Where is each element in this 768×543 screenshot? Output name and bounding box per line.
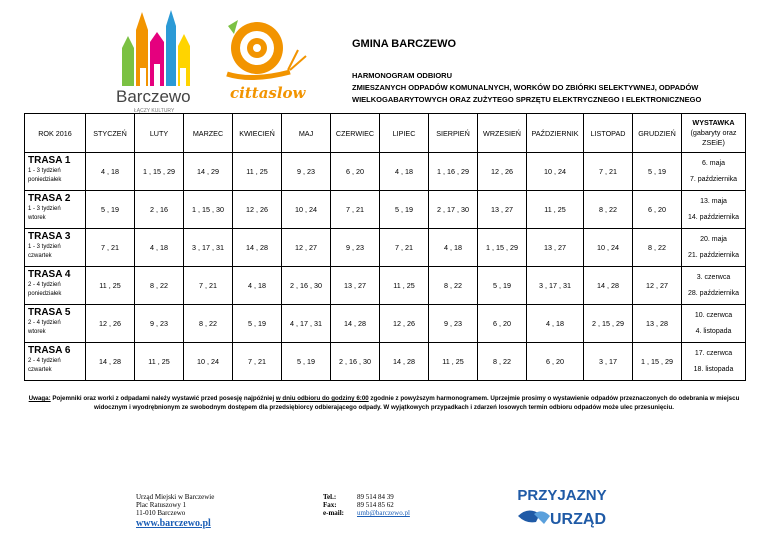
barczewo-name: Barczewo xyxy=(116,87,191,106)
collection-dates-cell: 12 , 26 xyxy=(380,305,429,343)
trasa-label-cell xyxy=(25,267,86,305)
trasa-label-cell xyxy=(25,153,86,191)
wystawka-cell xyxy=(682,343,746,381)
handshake-icon xyxy=(518,510,550,524)
uwaga-text-2: zgodnie z powyższym harmonogramem. Uprzejmie prosimy o wystawienie odpadów przeznaczonych do odebrania w miejscu widocznym i wyodrębnionym ze swobodnym dostępem dla przedsiębiorcy odbierającego odpady. W wyjątkowych przypadkach i zdarzeń losowych termin odbioru odpadów może ulec przesunięciu. xyxy=(94,395,740,411)
collection-dates-cell: 13 , 27 xyxy=(527,229,584,267)
office-city: 11-010 Barczewo xyxy=(136,509,186,517)
harmonogram-line-2: ZMIESZANYCH ODPADÓW KOMUNALNYCH, WORKÓW DO ZBIÓRKI SELEKTYWNEJ, ODPADÓW xyxy=(352,83,699,92)
wystawka-cell xyxy=(682,305,746,343)
office-address xyxy=(136,493,214,528)
collection-dates-cell: 9 , 23 xyxy=(331,229,380,267)
month-header: MAJ xyxy=(282,114,331,153)
collection-dates-cell: 8 , 22 xyxy=(135,267,184,305)
wystawka-date-2: 7. października xyxy=(689,175,738,183)
website-link[interactable]: www.barczewo.pl xyxy=(136,518,211,529)
wystawka-date-1: 10. czerwca xyxy=(694,311,733,319)
collection-dates-cell: 14 , 28 xyxy=(380,343,429,381)
collection-dates-cell: 12 , 27 xyxy=(282,229,331,267)
collection-dates-cell: 3 , 17 , 31 xyxy=(527,267,584,305)
harmonogram-line-3: WIELKOGABARYTOWYCH ORAZ ZUŻYTEGO SPRZĘTU ELEKTRYCZNEGO I ELEKTRONICZNEGO xyxy=(352,95,702,104)
month-header: LISTOPAD xyxy=(584,114,633,153)
uwaga-deadline: w dniu odbioru do godziny 6:00 xyxy=(275,395,369,402)
collection-dates-cell: 13 , 27 xyxy=(478,191,527,229)
year-header: ROK 2016 xyxy=(25,114,86,153)
trasa-week: 1 - 3 tydzień xyxy=(28,168,61,174)
trasa-name: TRASA 6 xyxy=(28,345,71,356)
collection-dates-cell: 2 , 16 , 30 xyxy=(331,343,380,381)
collection-dates-cell: 11 , 25 xyxy=(86,267,135,305)
collection-dates-cell: 11 , 25 xyxy=(380,267,429,305)
collection-dates-cell: 5 , 19 xyxy=(380,191,429,229)
trasa-row xyxy=(25,343,746,381)
collection-dates-cell: 5 , 19 xyxy=(86,191,135,229)
collection-dates-cell: 7 , 21 xyxy=(86,229,135,267)
collection-dates-cell: 10 , 24 xyxy=(527,153,584,191)
collection-dates-cell: 8 , 22 xyxy=(584,191,633,229)
wystawka-cell xyxy=(682,191,746,229)
trasa-week: 1 - 3 tydzień xyxy=(28,206,61,212)
collection-dates-cell: 5 , 19 xyxy=(478,267,527,305)
tel-value: 89 514 84 39 xyxy=(357,493,394,501)
fax-label: Fax: xyxy=(323,501,337,509)
trasa-label-cell xyxy=(25,191,86,229)
collection-dates-cell: 5 , 19 xyxy=(633,153,682,191)
collection-dates-cell: 11 , 25 xyxy=(527,191,584,229)
collection-dates-cell: 3 , 17 xyxy=(584,343,633,381)
tel-label: Tel.: xyxy=(323,493,337,501)
collection-dates-cell: 8 , 22 xyxy=(184,305,233,343)
trasa-name: TRASA 2 xyxy=(28,193,71,204)
wystawka-subtitle: ZSEiE) xyxy=(702,138,725,147)
collection-dates-cell: 12 , 26 xyxy=(478,153,527,191)
month-header: MARZEC xyxy=(184,114,233,153)
collection-dates-cell: 14 , 28 xyxy=(331,305,380,343)
collection-dates-cell: 10 , 24 xyxy=(184,343,233,381)
trasa-week: 2 - 4 tydzień xyxy=(28,282,61,288)
trasa-day: wtorek xyxy=(28,329,46,335)
month-header: PAŹDZIERNIK xyxy=(527,114,584,153)
collection-dates-cell: 12 , 26 xyxy=(233,191,282,229)
collection-dates-cell: 9 , 23 xyxy=(282,153,331,191)
wystawka-cell xyxy=(682,153,746,191)
collection-dates-cell: 3 , 17 , 31 xyxy=(184,229,233,267)
collection-dates-cell: 8 , 22 xyxy=(429,267,478,305)
collection-dates-cell: 1 , 15 , 29 xyxy=(633,343,682,381)
collection-dates-cell: 11 , 25 xyxy=(135,343,184,381)
fax-value: 89 514 85 62 xyxy=(357,501,394,509)
cittaslow-name: cittaslow xyxy=(230,84,306,102)
gmina-title: GMINA BARCZEWO xyxy=(352,38,457,50)
collection-dates-cell: 7 , 21 xyxy=(380,229,429,267)
collection-dates-cell: 9 , 23 xyxy=(429,305,478,343)
collection-dates-cell: 1 , 15 , 29 xyxy=(478,229,527,267)
harmonogram-line-1: HARMONOGRAM ODBIORU xyxy=(352,71,452,80)
trasa-day: poniedziałek xyxy=(28,177,62,183)
collection-dates-cell: 5 , 19 xyxy=(282,343,331,381)
przyjazny-urzad-logo xyxy=(512,484,612,530)
collection-dates-cell: 4 , 18 xyxy=(380,153,429,191)
wystawka-header xyxy=(682,114,746,153)
trasa-row xyxy=(25,267,746,305)
month-header: KWIECIEŃ xyxy=(233,114,282,153)
wystawka-date-2: 4. listopada xyxy=(695,327,732,335)
wystawka-date-2: 28. października xyxy=(688,289,739,297)
collection-dates-cell: 9 , 23 xyxy=(135,305,184,343)
badge-line-2: URZĄD xyxy=(550,511,606,528)
collection-dates-cell: 4 , 18 xyxy=(429,229,478,267)
collection-dates-cell: 8 , 22 xyxy=(633,229,682,267)
collection-dates-cell: 7 , 21 xyxy=(233,343,282,381)
office-street: Plac Ratuszowy 1 xyxy=(136,501,187,509)
collection-dates-cell: 12 , 27 xyxy=(633,267,682,305)
collection-dates-cell: 2 , 15 , 29 xyxy=(584,305,633,343)
collection-dates-cell: 4 , 18 xyxy=(135,229,184,267)
trasa-name: TRASA 5 xyxy=(28,307,71,318)
collection-dates-cell: 2 , 16 xyxy=(135,191,184,229)
collection-dates-cell: 6 , 20 xyxy=(633,191,682,229)
barczewo-castle-icon xyxy=(122,10,190,86)
wystawka-date-1: 17. czerwca xyxy=(694,349,733,357)
collection-dates-cell: 2 , 16 , 30 xyxy=(282,267,331,305)
month-header: LIPIEC xyxy=(380,114,429,153)
trasa-row xyxy=(25,229,746,267)
wystawka-date-2: 14. października xyxy=(688,213,739,221)
wystawka-date-1: 6. maja xyxy=(702,159,725,167)
wystawka-date-1: 13. maja xyxy=(700,197,727,205)
collection-dates-cell: 8 , 22 xyxy=(478,343,527,381)
wystawka-date-1: 20. maja xyxy=(700,235,727,243)
trasa-day: wtorek xyxy=(28,215,46,221)
wystawka-subtitle: (gabaryty oraz xyxy=(690,128,737,137)
wystawka-cell xyxy=(682,229,746,267)
collection-dates-cell: 1 , 16 , 29 xyxy=(429,153,478,191)
collection-dates-cell: 14 , 28 xyxy=(584,267,633,305)
month-header: GRUDZIEŃ xyxy=(633,114,682,153)
collection-dates-cell: 2 , 17 , 30 xyxy=(429,191,478,229)
uwaga-note xyxy=(24,394,744,412)
collection-dates-cell: 14 , 28 xyxy=(233,229,282,267)
trasa-week: 2 - 4 tydzień xyxy=(28,320,61,326)
document-header xyxy=(352,38,752,106)
collection-dates-cell: 10 , 24 xyxy=(584,229,633,267)
trasa-label-cell xyxy=(25,305,86,343)
trasa-label-cell xyxy=(25,229,86,267)
collection-dates-cell: 6 , 20 xyxy=(478,305,527,343)
collection-dates-cell: 12 , 26 xyxy=(86,305,135,343)
month-header: CZERWIEC xyxy=(331,114,380,153)
trasa-week: 2 - 4 tydzień xyxy=(28,358,61,364)
header-row xyxy=(25,114,746,153)
wystawka-title: WYSTAWKA xyxy=(692,118,735,127)
wystawka-cell xyxy=(682,267,746,305)
collection-dates-cell: 1 , 15 , 30 xyxy=(184,191,233,229)
cittaslow-snail-icon xyxy=(227,20,306,78)
uwaga-label: Uwaga: xyxy=(28,395,51,402)
trasa-name: TRASA 4 xyxy=(28,269,71,280)
uwaga-text-1: Pojemniki oraz worki z odpadami należy wystawić przed posesję najpóźniej xyxy=(50,395,276,402)
wystawka-date-1: 3. czerwca xyxy=(696,273,731,281)
collection-dates-cell: 4 , 18 xyxy=(527,305,584,343)
collection-dates-cell: 11 , 25 xyxy=(429,343,478,381)
collection-dates-cell: 7 , 21 xyxy=(331,191,380,229)
logos xyxy=(112,8,317,116)
collection-dates-cell: 6 , 20 xyxy=(331,153,380,191)
collection-dates-cell: 5 , 19 xyxy=(233,305,282,343)
collection-dates-cell: 13 , 27 xyxy=(331,267,380,305)
contact-info xyxy=(323,493,410,517)
wystawka-date-2: 18. listopada xyxy=(693,365,734,373)
email-link[interactable]: umb@barczewo.pl xyxy=(357,509,410,517)
collection-dates-cell: 4 , 18 xyxy=(86,153,135,191)
barczewo-slogan: ŁĄCZY KULTURY xyxy=(134,108,175,114)
month-header: STYCZEŃ xyxy=(86,114,135,153)
trasa-name: TRASA 1 xyxy=(28,155,71,166)
collection-dates-cell: 1 , 15 , 29 xyxy=(135,153,184,191)
collection-dates-cell: 6 , 20 xyxy=(527,343,584,381)
trasa-label-cell xyxy=(25,343,86,381)
collection-dates-cell: 11 , 25 xyxy=(233,153,282,191)
collection-dates-cell: 7 , 21 xyxy=(184,267,233,305)
schedule-table xyxy=(24,113,746,381)
trasa-day: poniedziałek xyxy=(28,291,62,297)
collection-dates-cell: 13 , 28 xyxy=(633,305,682,343)
collection-dates-cell: 7 , 21 xyxy=(584,153,633,191)
month-header: SIERPIEŃ xyxy=(429,114,478,153)
collection-dates-cell: 4 , 18 xyxy=(233,267,282,305)
trasa-day: czwartek xyxy=(28,367,52,373)
collection-dates-cell: 14 , 29 xyxy=(184,153,233,191)
collection-dates-cell: 10 , 24 xyxy=(282,191,331,229)
collection-dates-cell: 14 , 28 xyxy=(86,343,135,381)
trasa-row xyxy=(25,305,746,343)
trasa-row xyxy=(25,153,746,191)
trasa-row xyxy=(25,191,746,229)
trasa-week: 1 - 3 tydzień xyxy=(28,244,61,250)
wystawka-date-2: 21. października xyxy=(688,251,739,259)
office-name: Urząd Miejski w Barczewie xyxy=(136,493,215,501)
trasa-day: czwartek xyxy=(28,253,52,259)
email-label: e-mail: xyxy=(323,509,344,517)
month-header: WRZESIEŃ xyxy=(478,114,527,153)
trasa-name: TRASA 3 xyxy=(28,231,71,242)
month-header: LUTY xyxy=(135,114,184,153)
collection-dates-cell: 4 , 17 , 31 xyxy=(282,305,331,343)
badge-line-1: PRZYJAZNY xyxy=(517,487,607,504)
